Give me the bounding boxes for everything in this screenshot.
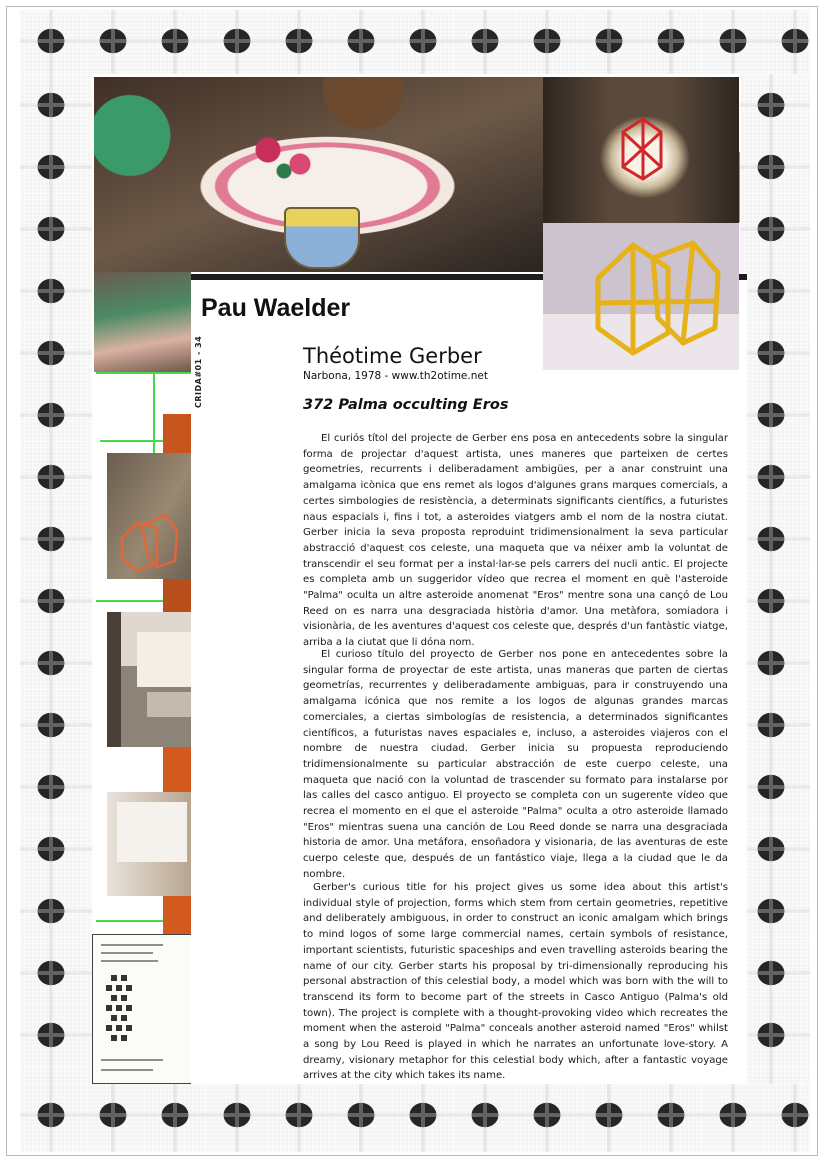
coat-of-arms (284, 207, 360, 269)
guide-line (96, 372, 191, 374)
work-title: 372 Palma occulting Eros (303, 397, 509, 413)
tunnel-sculpture-photo (543, 77, 739, 223)
catalog-code-text: CRIDA#01 - 34 (194, 335, 203, 408)
guide-line (153, 372, 155, 462)
artist-origin: Narbona, 1978 - www.th2otime.net (303, 370, 488, 382)
ceramic-detail-photo (94, 272, 191, 372)
flower-motif (244, 122, 324, 192)
pattern-border-top (20, 10, 810, 74)
text-spanish: El curioso título del proyecto de Gerber nos pone en antecedentes sobre la singular forma de proyectar de este artista, unas maneras que parten de ciertas geometrías, recurrentes y deliberadamente ambiguas, para ir construyendo una amalgama icónica que nos remite a los logos de algunas grandes marcas comerciales, a ciertas simbologías de resistencia, a determinados significantes científicos, a futuristas naves espaciales e, incluso, a asteroides viajeros con el nombre de nuestra ciudad. Gerber inicia su propuesta reproduciendo tridimensionalmente su particular abstracción de este cuerpo celeste, una maqueta que nació con la voluntad de trascender su formato para instalarse por las calles del casco antiguo. El proyecto se completa con un sugerente vídeo que recrea el momento en el que el asteroide "Palma" oculta a otro asteroide llamado "Eros" mientras suena una canción de Lou Reed donde se narra una desgraciada historia de amor. Una metáfora, ensoñadora y visionaria, de las aventuras de este cuerpo celeste que, después de un fantástico viaje, llega a la ciudad que le da nombre. (303, 649, 728, 880)
pattern-border-left (20, 74, 92, 1084)
yellow-sculpture-photo-overlay (543, 223, 739, 370)
ceramic-plate-photo (94, 77, 543, 272)
yellow-frame-sculpture-icon (543, 223, 739, 370)
author-name: Pau Waelder (201, 294, 351, 322)
pattern-border-bottom (20, 1084, 810, 1152)
text-english: Gerber's curious title for his project gives us some idea about this artist's individual style of projection, forms which stem from certain geometries, repetitive and deliberately ambiguous, in order to construct an iconic amalgam which brings to mind logos of some large commercial names, certain symbols of resistance, important scientists, futuristic spaceships and even travelling asteroids bearing the name of our city. Gerber starts his proposal by tri-dimensionally reproducing his personal abstraction of this celestial body, a model which was born with the will to transcend its form to become part of the streets in Casco Antiguo (Palma's old town). The project is complete with a thought-provoking video which recreates the moment when the asteroid "Palma" conceals another asteroid named "Eros" whilst a song by Lou Reed is played in which he narrates an unfortunate love-story. A dreamy, visionary metaphor for this celestial body which, after a fantastic voyage arrives at the city which takes its name. (303, 882, 728, 1082)
pattern-border-right (740, 74, 810, 1084)
text-catalan: El curiós títol del projecte de Gerber ens posa en antecedents sobre la singular forma de projectar d'aquest artista, unes maneres que parteixen de certes geometries, recurrents i deliberadament ambigües, per a anar construint una amalgama icònica que ens remet als logos d'algunes grans marques comercials, a certes simbologies de resistència, a determinats significants científics, a futuristes naus espacials i, fins i tot, a asteroides viatgers amb el nom de la nostra ciutat. Gerber inicia la seva proposta reproduint tridimensionalment la seva particular abstracció d'aquest cos celeste, una maqueta que va néixer amb la voluntat de transcendir el seu format per a instal·lar-se pels carrers del nucli antic. El projecte es completa amb un suggeridor vídeo que recrea el moment en què l'asteroide "Palma" oculta un altre asteroide anomenat "Eros" mentre sona una cançó de Lou Reed on es narra una desgraciada història d'amor. Una metàfora, somiadora i visionària, de les aventures d'aquest cos celeste que, després d'un fantàstic viatge, arriba a la ciutat que li dóna nom. (303, 433, 728, 649)
catalog-code (194, 335, 210, 408)
red-frame-sculpture-icon (543, 77, 739, 223)
artist-name: Théotime Gerber (303, 344, 482, 368)
